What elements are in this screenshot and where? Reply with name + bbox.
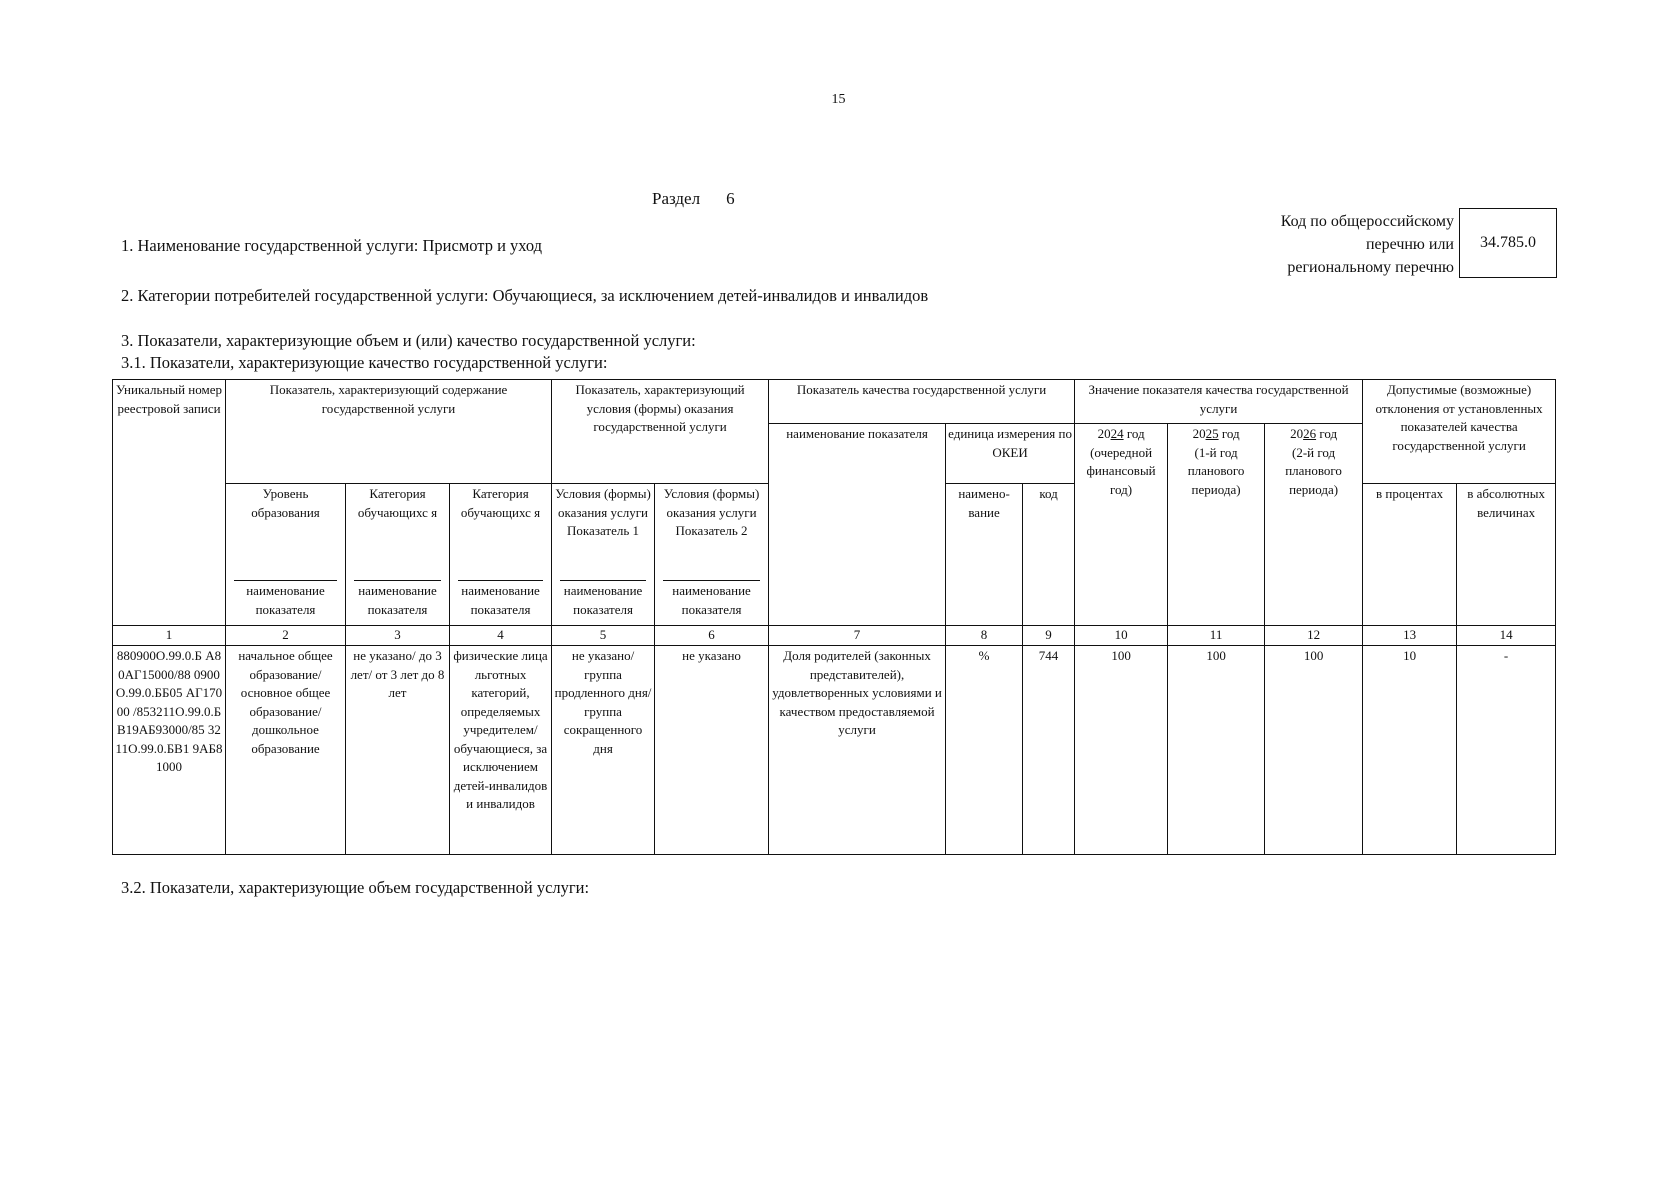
section-heading [652,189,735,209]
header-unit-code: код [1023,484,1075,626]
year-1-prefix: 20 [1097,426,1111,441]
code-box [1459,208,1557,278]
code-label-line-3: региональному перечню [1287,259,1454,276]
header-year-2 [1168,424,1265,626]
column-number: 4 [450,626,552,646]
cell-student-category-2: физические лица льготных категорий, определяемых учредителем/ обучающиеся, за исключением детей-инвалидов и инвалидов [450,646,552,855]
header-conditions-indicator: Показатель, характеризующий условия (формы) оказания государственной услуги [552,380,769,484]
cell-condition-1: не указано/ группа продленного дня/ группа сокращенного дня [552,646,655,855]
header-condition-1 [552,484,655,626]
header-deviation-percent: в процентах [1363,484,1457,626]
column-number: 1 [113,626,226,646]
section-label: Раздел [652,189,701,208]
year-3-value: 26 [1303,426,1317,441]
education-level-label: Уровень образования [251,486,320,520]
sub-indicator-name-2: наименование показателя [234,580,337,619]
header-year-3 [1265,424,1363,626]
cell-value-year-1: 100 [1075,646,1168,855]
code-label-line-2: перечню или [1365,236,1454,253]
year-3-suffix: год [1319,426,1338,441]
header-indicator-name: наименование показателя [769,424,946,626]
year-2-note: (1-й год планового периода) [1187,444,1245,497]
header-student-category-1 [346,484,450,626]
header-deviation: Допустимые (возможные) отклонения от установленных показателей качества государственной услуги [1363,380,1556,484]
header-unit-name: наимено- вание [946,484,1023,626]
header-condition-2 [655,484,769,626]
cell-indicator-name: Доля родителей (законных представителей), удовлетворенных условиями и качеством предоставляемой услуги [769,646,946,855]
cell-unit-code: 744 [1023,646,1075,855]
volume-title: 3.2. Показатели, характеризующие объем государственной услуги: [121,878,590,897]
year-2-value: 25 [1205,426,1219,441]
code-label [1281,210,1454,279]
code-value: 34.785.0 [1480,234,1536,251]
page-number: 15 [831,92,846,107]
sub-indicator-name-6: наименование показателя [663,580,760,619]
header-year-1 [1075,424,1168,626]
column-number: 9 [1023,626,1075,646]
year-1-value: 24 [1110,426,1124,441]
column-number: 3 [346,626,450,646]
column-number-row [113,626,1556,646]
code-label-line-1: Код по общероссийскому [1280,213,1454,230]
year-3-note: (2-й год планового периода) [1285,444,1342,497]
sub-indicator-name-3: наименование показателя [354,580,441,619]
cell-unit-name: % [946,646,1023,855]
cell-registry-number: 880900О.99.0.Б А80АГ15000/88 0900О.99.0.ББ05 АГ17000 /853211О.99.0.Б В19АБ93000/85 3211О.99.0.БВ1 9АБ81000 [113,646,226,855]
cell-value-year-2: 100 [1168,646,1265,855]
condition-2-label: Условия (формы) оказания услуги Показатель 2 [663,486,760,538]
header-unit: единица измерения по ОКЕИ [946,424,1075,484]
column-number: 10 [1075,626,1168,646]
column-number: 2 [226,626,346,646]
consumer-categories: 2. Категории потребителей государственной услуги: Обучающиеся, за исключением детей-инвалидов и инвалидов [121,286,929,305]
cell-deviation-absolute: - [1457,646,1556,855]
column-number: 14 [1457,626,1556,646]
student-category-2-label: Категория обучающихс я [460,486,541,520]
column-number: 7 [769,626,946,646]
header-content-indicator: Показатель, характеризующий содержание государственной услуги [226,380,552,484]
header-quality-indicator: Показатель качества государственной услуги [769,380,1075,424]
sub-indicator-name-5: наименование показателя [560,580,646,619]
column-number: 11 [1168,626,1265,646]
header-student-category-2 [450,484,552,626]
column-number: 5 [552,626,655,646]
quality-title: 3.1. Показатели, характеризующие качество государственной услуги: [121,353,608,372]
service-name: 1. Наименование государственной услуги: Присмотр и уход [121,236,543,255]
year-1-suffix: год [1126,426,1145,441]
year-1-note: (очередной финансовый год) [1086,444,1156,497]
cell-education-level: начальное общее образование/ основное общее образование/ дошкольное образование [226,646,346,855]
header-education-level [226,484,346,626]
year-2-prefix: 20 [1192,426,1206,441]
column-number: 13 [1363,626,1457,646]
year-3-prefix: 20 [1290,426,1304,441]
year-2-suffix: год [1221,426,1240,441]
header-quality-value: Значение показателя качества государственной услуги [1075,380,1363,424]
indicators-title: 3. Показатели, характеризующие объем и (или) качество государственной услуги: [121,331,696,350]
column-number: 12 [1265,626,1363,646]
header-unique-number: Уникальный номер реестровой записи [113,380,226,626]
column-number: 8 [946,626,1023,646]
student-category-1-label: Категория обучающихс я [357,486,438,520]
cell-condition-2: не указано [655,646,769,855]
column-number: 6 [655,626,769,646]
condition-1-label: Условия (формы) оказания услуги Показатель 1 [555,486,651,538]
cell-deviation-percent: 10 [1363,646,1457,855]
cell-value-year-3: 100 [1265,646,1363,855]
sub-indicator-name-4: наименование показателя [458,580,543,619]
section-number: 6 [726,189,735,208]
table-row [113,646,1556,855]
quality-table [112,379,1556,855]
header-deviation-absolute: в абсолютных величинах [1457,484,1556,626]
cell-student-category-1: не указано/ до 3 лет/ от 3 лет до 8 лет [346,646,450,855]
